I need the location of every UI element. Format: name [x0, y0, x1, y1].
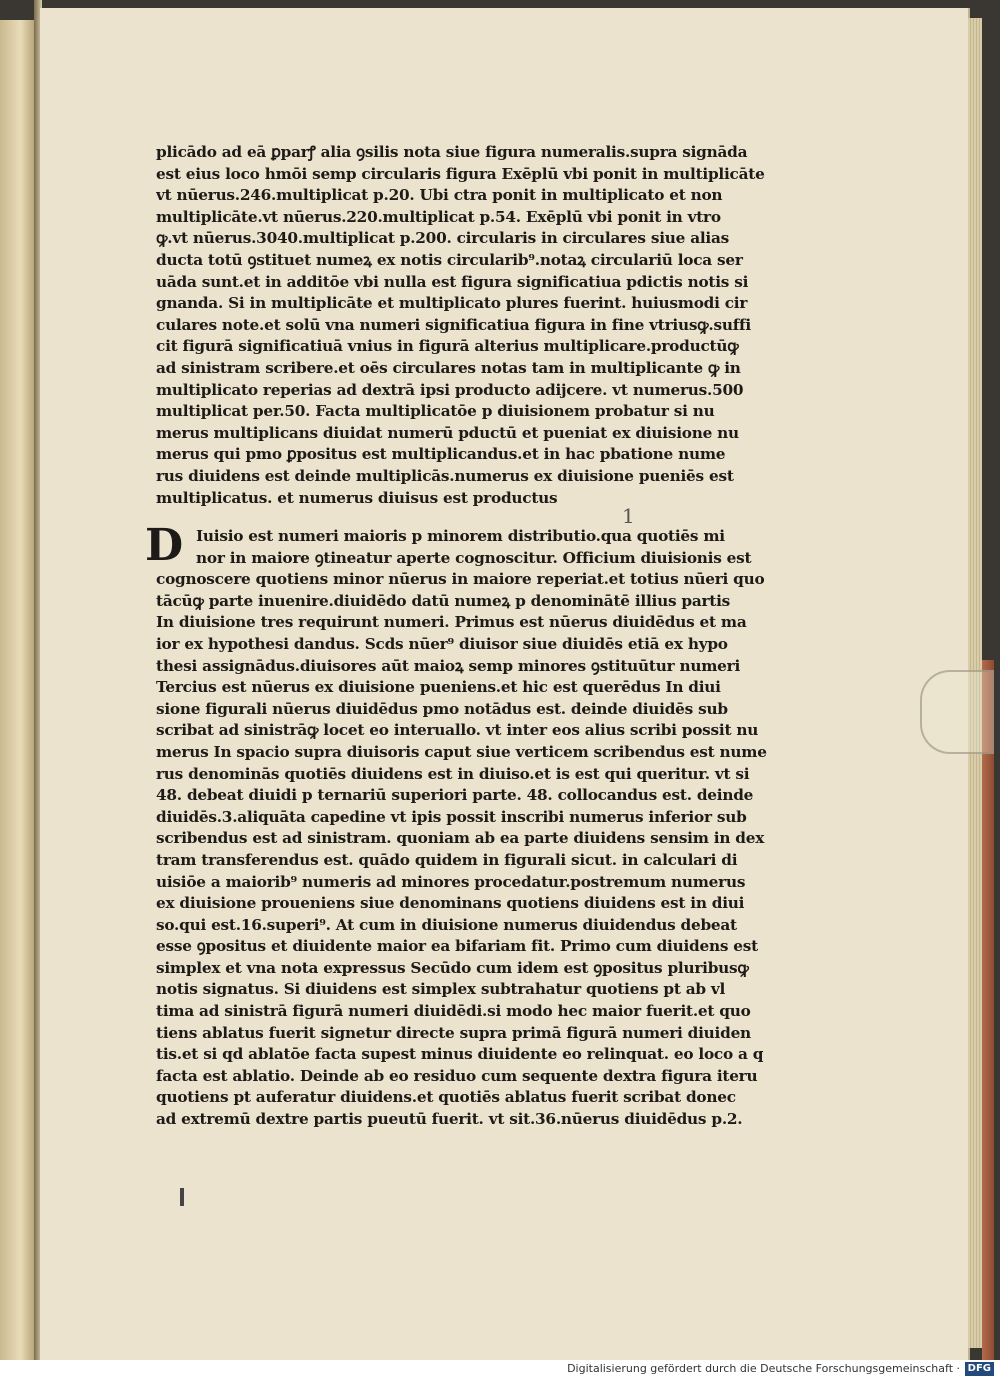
text-line: est eius loco hmōi semp circularis figura Exēplū vbi ponit in multiplicāte [156, 164, 765, 183]
text-line: culares note.et solū vna numeri significatiua figura in fine vtriusꝙ.suffi [156, 315, 751, 334]
text-line: rus diuidens est deinde multiplicās.numerus ex diuisione pueniēs est [156, 466, 734, 485]
text-line: tācūꝙ parte inuenire.diuidēdo datū numeꝝ p denominātē illius partis [156, 591, 731, 610]
text-line: quotiens pt auferatur diuidens.et quotiēs ablatus fuerit scribat donec [156, 1088, 736, 1107]
left-page-edge [0, 20, 35, 1360]
cover-edge [982, 660, 994, 1360]
text-line: 48. debeat diuidi p ternariū superiori parte. 48. collocandus est. deinde [156, 786, 754, 805]
text-line: ior ex hypothesi dandus. Scds nūer⁹ diuisor siue diuidēs etiā ex hypo [156, 634, 728, 653]
text-block-division [156, 526, 768, 1131]
text-line: multiplicat per.50. Facta multiplicatōe p diuisionem probatur si nu [156, 402, 715, 421]
text-line: ex diuisione proueniens siue denominans quotiens diuidens est in diui [156, 894, 745, 913]
dfg-logo: DFG [965, 1362, 994, 1376]
page-mark [180, 1188, 184, 1206]
text-line: cognoscere quotiens minor nūerus in maiore reperiat.et totius nūeri quo [156, 570, 765, 589]
text-line: so.qui est.16.superi⁹. At cum in diuisione numerus diuidendus debeat [156, 915, 737, 934]
footer-bar [0, 1360, 1000, 1380]
text-line: uāda sunt.et in additōe vbi nulla est figura significatiua pdictis notis si [156, 272, 749, 291]
pencil-mark: 1 [622, 504, 635, 528]
text-line: plicādo ad eā ꝑparꝭ alia ꝯsilis nota siue figura numeralis.supra signāda [156, 143, 748, 161]
text-line: merus multiplicans diuidat numerū pductū et pueniat ex diuisione nu [156, 423, 739, 442]
initial-letter: D [145, 520, 184, 571]
clamp-clip [920, 670, 994, 754]
funding-credit: Digitalisierung gefördert durch die Deutsche Forschungsgemeinschaft · [567, 1362, 960, 1375]
text-line: multiplicato reperias ad dextrā ipsi producto adijcere. vt numerus.500 [156, 380, 744, 399]
text-line: tiens ablatus fuerit signetur directe supra primā figurā numeri diuiden [156, 1023, 751, 1042]
text-line: tram transferendus est. quādo quidem in figurali sicut. in calculari di [156, 850, 738, 869]
text-line: multiplicāte.vt nūerus.220.multiplicat p.54. Exēplū vbi ponit in vtro [156, 207, 721, 226]
text-line: vt nūerus.246.multiplicat p.20. Ubi ctra ponit in multiplicato et non [156, 186, 723, 205]
text-line: facta est ablatio. Deinde ab eo residuo cum sequente dextra figura iteru [156, 1066, 758, 1085]
text-line: Tercius est nūerus ex diuisione pueniens.et hic est querēdus In diui [156, 678, 721, 697]
text-line: simplex et vna nota expressus Secūdo cum idem est ꝯpositus pluribusꝙ [156, 958, 749, 977]
text-line: gnanda. Si in multiplicāte et multiplicato plures fuerint. huiusmodi cir [156, 294, 748, 313]
text-line: thesi assignādus.diuisores aūt maioꝝ semp minores ꝯstituūtur numeri [156, 656, 741, 675]
text-line: diuidēs.3.aliquāta capedine vt ipis possit inscribi numerus inferior sub [156, 807, 747, 826]
text-line: uisiōe a maiorib⁹ numeris ad minores procedatur.postremum numerus [156, 872, 746, 891]
text-line: esse ꝯpositus et diuidente maior ea bifariam fit. Primo cum diuidens est [156, 937, 758, 956]
text-line: scribat ad sinistrāꝙ locet eo interuallo. vt inter eos alius scribi possit nu [156, 721, 759, 740]
text-line: sione figurali nūerus diuidēdus pmo notādus est. deinde diuidēs sub [156, 699, 728, 718]
text-line: rus denominās quotiēs diuidens est in diuiso.et is est qui queritur. vt si [156, 764, 750, 783]
text-block-multiplication [156, 142, 768, 509]
text-line: ꝙ.vt nūerus.3040.multiplicat p.200. circularis in circulares siue alias [156, 229, 730, 248]
text-line: nor in maiore ꝯtineatur aperte cognoscitur. Officium diuisionis est [196, 548, 752, 567]
text-line: tis.et si qd ablatōe facta supest minus diuidente eo relinquat. eo loco a q [156, 1045, 764, 1064]
text-line: cit figurā significatiuā vnius in figurā alterius multiplicare.productūꝙ [156, 337, 739, 356]
text-line: tima ad sinistrā figurā numeri diuidēdi.si modo hec maior fuerit.et quo [156, 1002, 751, 1021]
text-line: notis signatus. Si diuidens est simplex subtrahatur quotiens pt ab vl [156, 980, 726, 999]
text-line: ad extremū dextre partis pueutū fuerit. vt sit.36.nūerus diuidēdus p.2. [156, 1110, 743, 1129]
text-line: ad sinistram scribere.et oēs circulares notas tam in multiplicante ꝙ in [156, 358, 741, 377]
text-line: ducta totū ꝯstituet numeꝝ ex notis circularib⁹.notaꝝ circulariū loca ser [156, 250, 743, 269]
text-line: scribendus est ad sinistram. quoniam ab ea parte diuidens sensim in dex [156, 829, 765, 848]
text-line: Iuisio est numeri maioris p minorem distributio.qua quotiēs mi [196, 527, 725, 545]
text-line: merus In spacio supra diuisoris caput siue verticem scribendus est nume [156, 742, 767, 761]
text-line: In diuisione tres requirunt numeri. Primus est nūerus diuidēdus et ma [156, 613, 747, 632]
text-line: multiplicatus. et numerus diuisus est productus [156, 488, 558, 507]
text-line: merus qui pmo ꝑpositus est multiplicandus.et in hac pbatione nume [156, 445, 726, 464]
